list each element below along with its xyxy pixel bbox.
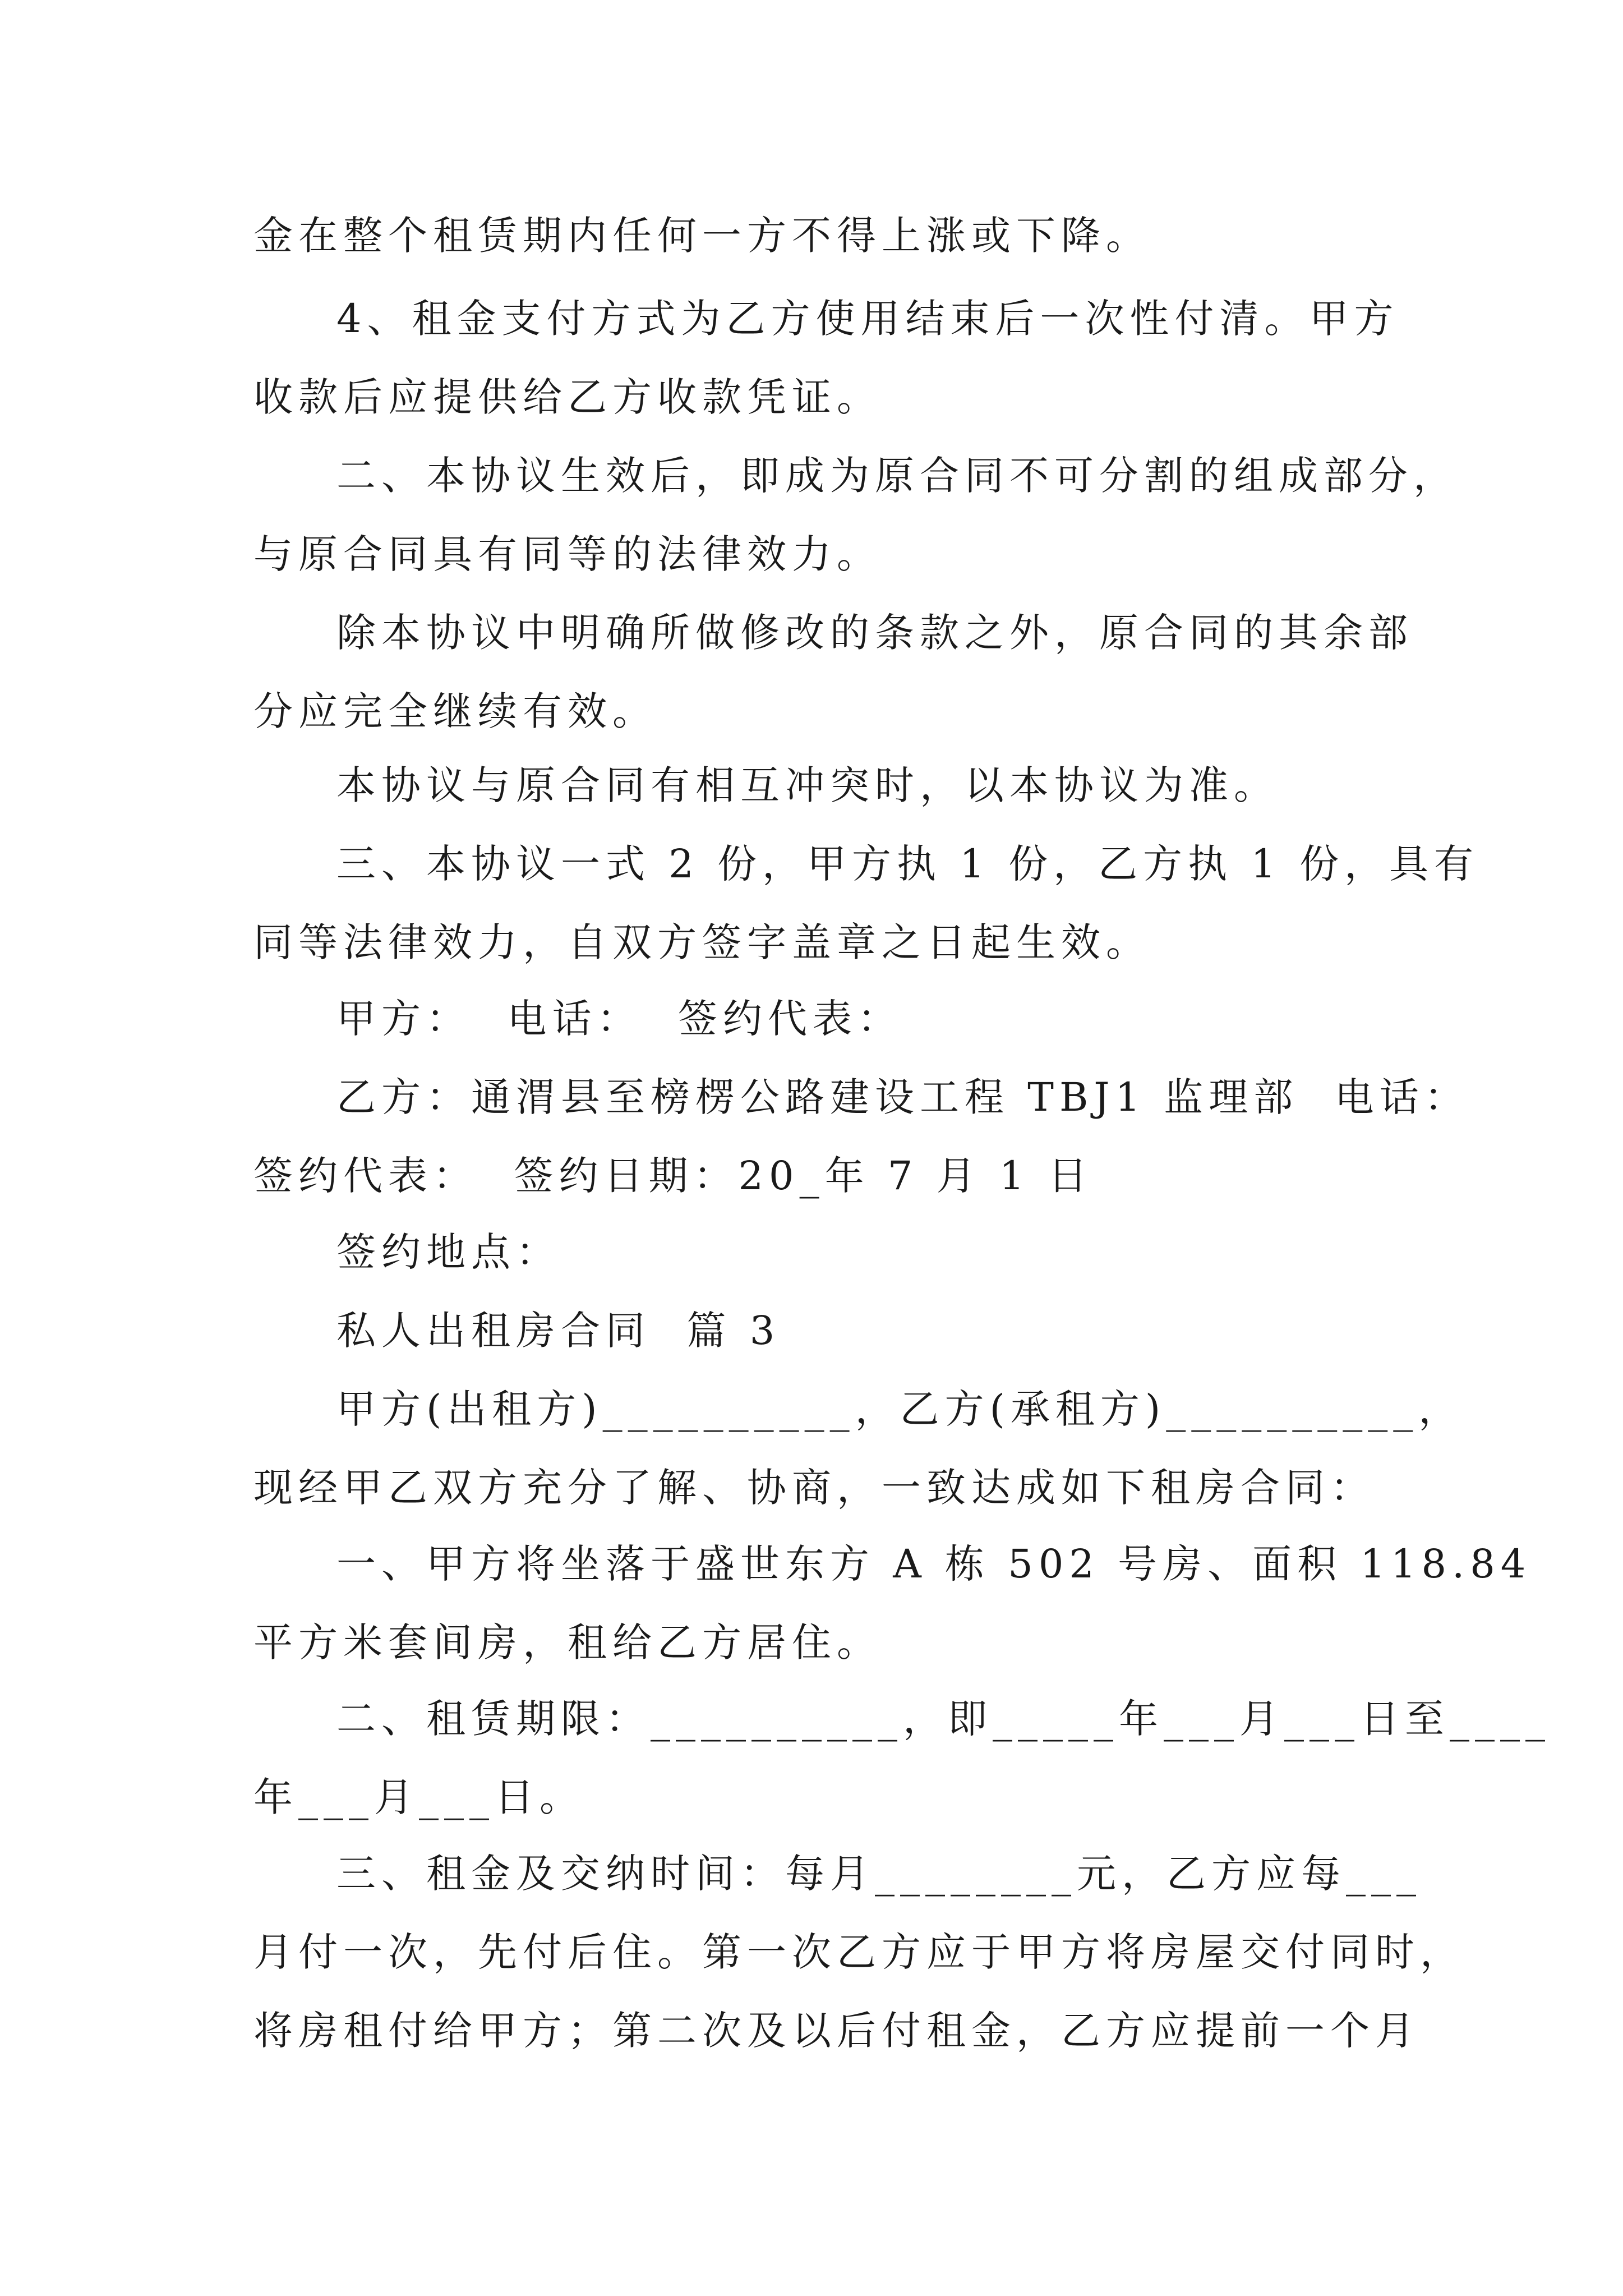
- text-line-5: 与原合同具有同等的法律效力。: [253, 531, 882, 577]
- text-line-20: 二、租赁期限：__________，即_____年___月___日至____: [336, 1696, 1551, 1742]
- text-line-18: 一、甲方将坐落于盛世东方 A 栋 502 号房、面积 118.84: [336, 1541, 1532, 1587]
- text-line-12: 乙方：通渭县至榜楞公路建设工程 TBJ1 监理部 电话：: [336, 1074, 1469, 1120]
- text-line-13: 签约代表： 签约日期：20_年 7 月 1 日: [253, 1153, 1093, 1199]
- text-line-4: 二、本协议生效后，即成为原合同不可分割的组成部分，: [336, 453, 1458, 499]
- text-line-22: 三、租金及交纳时间：每月________元，乙方应每___: [336, 1851, 1422, 1897]
- text-line-10: 同等法律效力，自双方签字盖章之日起生效。: [253, 919, 1151, 965]
- text-line-6: 除本协议中明确所做修改的条款之外，原合同的其余部: [336, 610, 1413, 656]
- text-line-23: 月付一次，先付后住。第一次乙方应于甲方将房屋交付同时，: [253, 1929, 1465, 1975]
- text-line-17: 现经甲乙双方充分了解、协商，一致达成如下租房合同：: [253, 1465, 1375, 1511]
- text-line-8: 本协议与原合同有相互冲突时，以本协议为准。: [336, 762, 1279, 808]
- text-line-1: 金在整个租赁期内任何一方不得上涨或下降。: [253, 213, 1151, 259]
- text-line-24: 将房租付给甲方；第二次及以后付租金，乙方应提前一个月: [253, 2008, 1420, 2054]
- text-line-3: 收款后应提供给乙方收款凭证。: [253, 374, 882, 420]
- text-line-14: 签约地点：: [336, 1229, 561, 1275]
- text-line-2: 4、租金支付方式为乙方使用结束后一次性付清。甲方: [336, 296, 1399, 342]
- text-line-15: 私人出租房合同 篇 3: [336, 1308, 781, 1354]
- text-line-21: 年___月___日。: [253, 1774, 584, 1820]
- text-line-9: 三、本协议一式 2 份，甲方执 1 份，乙方执 1 份，具有: [336, 841, 1479, 887]
- text-line-19: 平方米套间房，租给乙方居住。: [253, 1619, 882, 1665]
- text-line-7: 分应完全继续有效。: [253, 688, 657, 734]
- text-line-11: 甲方： 电话： 签约代表：: [336, 996, 903, 1042]
- text-line-16: 甲方(出租方)__________，乙方(承租方)__________，: [336, 1386, 1464, 1432]
